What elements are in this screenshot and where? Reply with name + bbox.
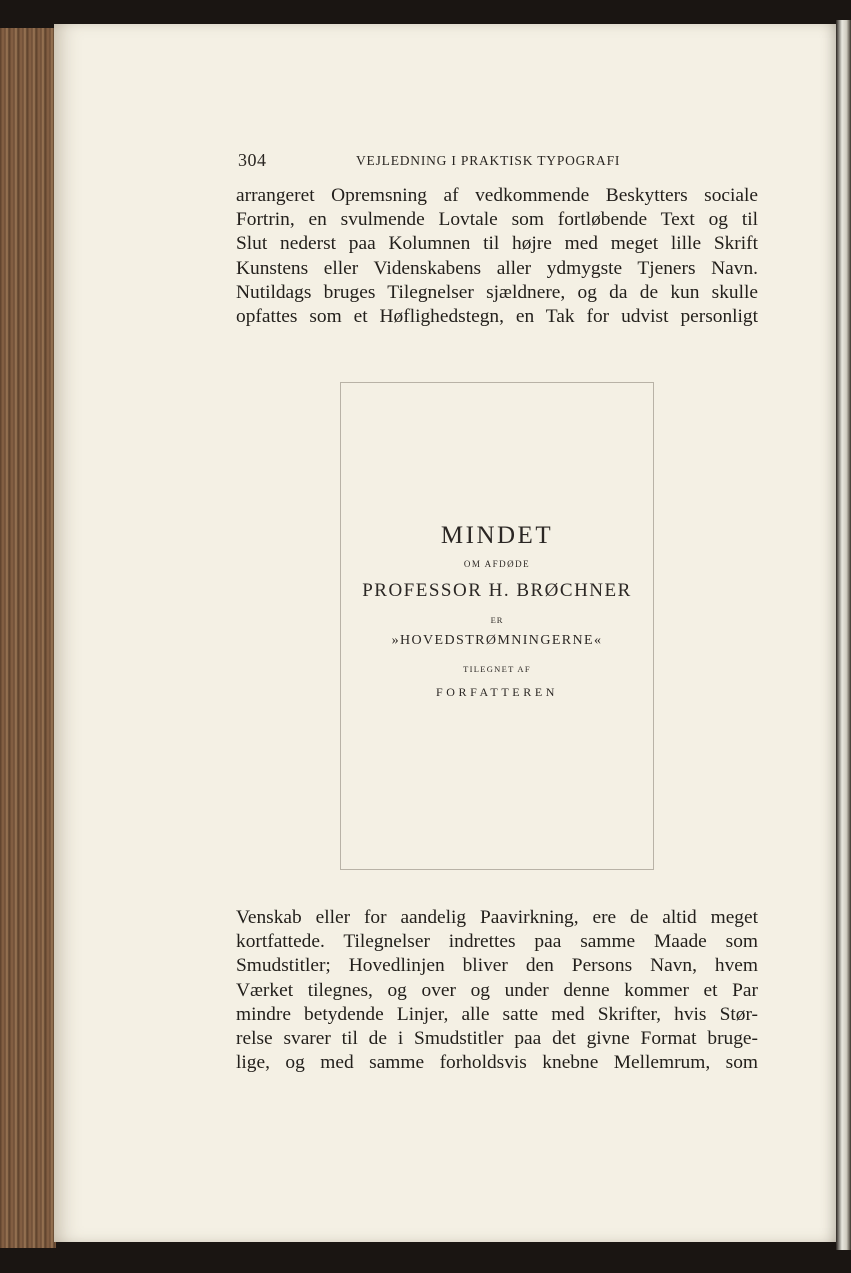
dedication-professor: PROFESSOR H. BRØCHNER (362, 580, 632, 601)
text-line: Smudstitler; Hovedlinjen bliver den Persons Navn, hvem (236, 955, 758, 977)
text-line: kortfattede. Tilegnelser indrettes paa samme Maade som (236, 931, 758, 953)
running-title: VEJLEDNING I PRAKTISK TYPOGRAFI (356, 153, 621, 168)
text-line: Venskab eller for aandelig Paavirkning, ere de altid meget (236, 907, 758, 928)
paragraph-top (236, 184, 758, 329)
running-head (238, 150, 758, 174)
dedication-work-title: »HOVEDSTRØMNINGERNE« (391, 633, 603, 648)
text-line: mindre betydende Linjer, alle satte med Skrifter, hvis Stør- (236, 1003, 758, 1025)
dedication-om-afdode: OM AFDØDE (463, 559, 531, 569)
dedication-tilegnet-af: TILEGNET AF (463, 664, 531, 674)
text-line: relse svarer til de i Smudstitler paa det givne Format bruge- (236, 1027, 758, 1049)
page-number: 304 (238, 150, 267, 170)
dedication-frame (340, 382, 654, 870)
text-line: Nutildags bruges Tilegnelser sjældnere, og da de kun skulle (236, 281, 758, 303)
dedication-forfatteren: FORFATTEREN (435, 685, 559, 699)
dedication-er: ER (490, 615, 504, 625)
text-line: Kunstens eller Videnskabens aller ydmygste Tjeners Navn. (236, 257, 758, 279)
text-line: opfattes som et Høflighedstegn, en Tak for udvist personligt (236, 305, 758, 327)
text-line: arrangeret Opremsning af vedkommende Beskytters sociale (236, 185, 758, 206)
dedication-mindet: MINDET (440, 522, 554, 549)
page-right-edge (836, 20, 851, 1250)
book-fore-edge (0, 28, 56, 1248)
text-line: Slut nederst paa Kolumnen til højre med meget lille Skrift (236, 233, 758, 255)
text-line: Værket tilegnes, og over og under denne kommer et Par (236, 979, 758, 1001)
text-line: lige, og med samme forholdsvis knebne Mellemrum, som (236, 1052, 758, 1074)
text-line: Fortrin, en svulmende Lovtale som fortløbende Text og til (236, 209, 758, 231)
paragraph-bottom (236, 906, 758, 1075)
